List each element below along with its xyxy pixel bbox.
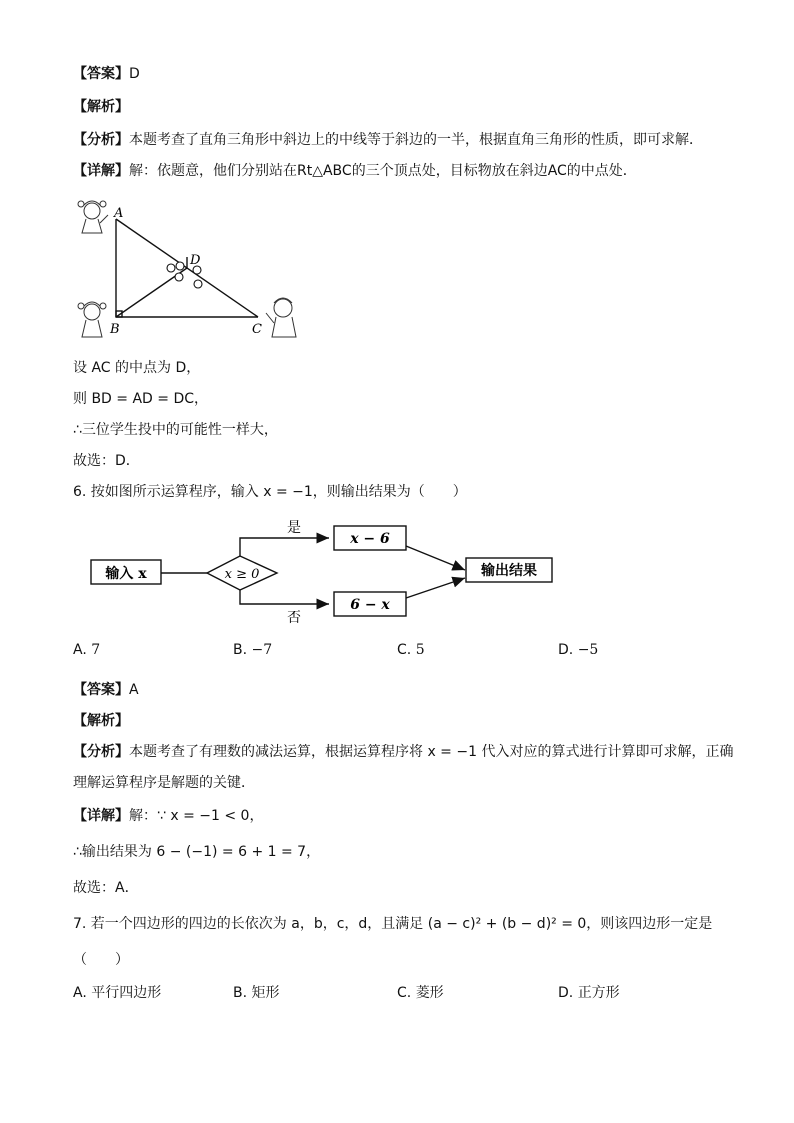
detail-text: 解：依题意，他们分别站在Rt△ABC的三个顶点处，目标物放在斜边AC的中点处． [129, 163, 637, 179]
detail-text: 解：∵ x = −1 < 0， [129, 808, 264, 824]
flow-condition-label: x ≥ 0 [224, 567, 260, 582]
step-line-1: 设 AC 的中点为 D， [73, 360, 201, 376]
student-c-icon [266, 298, 296, 337]
option-letter: A. [73, 985, 87, 1001]
answer-value: A [129, 682, 139, 698]
flow-yes-box-label: x − 6 [350, 531, 390, 547]
flow-yes-label: 是 [287, 520, 301, 536]
q6-step-1: ∴输出结果为 6 − (−1) = 6 + 1 = 7， [73, 844, 321, 860]
q7-option-d[interactable] [558, 983, 620, 1003]
detail-tag: 【详解】 [73, 163, 129, 179]
step-line-2: 则 BD = AD = DC， [73, 391, 209, 407]
student-a-icon [78, 201, 108, 233]
flowchart [85, 512, 565, 632]
vertex-label-d: D [190, 253, 201, 268]
detail-line [73, 161, 637, 181]
option-text: 5 [415, 642, 425, 658]
step-line-3: ∴三位学生投中的可能性一样大， [73, 422, 278, 438]
q6-analysis-tag: 【解析】 [73, 713, 129, 729]
option-text: 菱形 [415, 985, 444, 1001]
option-letter: A. [73, 642, 87, 658]
vertex-label-a: A [114, 206, 124, 221]
option-letter: D. [558, 985, 574, 1001]
option-letter: B. [233, 985, 248, 1001]
step-line-4: 故选：D． [73, 453, 140, 469]
q7-stem-2: （ ） [73, 952, 129, 968]
fenxi-text: 本题考查了直角三角形中斜边上的中线等于斜边的一半，根据直角三角形的性质，即可求解． [129, 132, 703, 148]
fenxi-tag: 【分析】 [73, 132, 129, 148]
option-text: 矩形 [251, 985, 280, 1001]
q6-detail-line [73, 806, 263, 826]
vertex-label-b: B [110, 322, 120, 337]
flow-no-box-label: 6 − x [350, 597, 390, 613]
answer-line [73, 64, 140, 84]
q6-answer-line [73, 680, 139, 700]
flow-output-label: 输出结果 [481, 563, 537, 579]
answer-tag: 【答案】 [73, 682, 129, 698]
option-letter: C. [397, 642, 412, 658]
option-text: −5 [577, 642, 599, 658]
q7-option-c[interactable] [397, 983, 444, 1003]
option-text: 平行四边形 [91, 985, 162, 1001]
analysis-tag: 【解析】 [73, 99, 129, 115]
q7-option-b[interactable] [233, 983, 280, 1003]
answer-tag: 【答案】 [73, 66, 129, 82]
flow-no-label: 否 [287, 610, 301, 626]
triangle-figure [70, 195, 310, 345]
option-text: 7 [91, 642, 101, 658]
fenxi-tag: 【分析】 [73, 744, 129, 760]
option-text: 正方形 [577, 985, 620, 1001]
q6-option-d[interactable] [558, 640, 598, 660]
q6-option-a[interactable] [73, 640, 100, 660]
option-letter: B. [233, 642, 248, 658]
q6-option-c[interactable] [397, 640, 425, 660]
q7-stem: 7. 若一个四边形的四边的长依次为 a，b，c，d，且满足 (a − c)² + (b − d)² = 0，则该四边形一定是 [73, 916, 713, 932]
q6-step-2: 故选：A． [73, 880, 139, 896]
q7-option-a[interactable] [73, 983, 161, 1003]
vertex-label-c: C [252, 322, 262, 337]
triangle-abc [116, 219, 258, 317]
student-b-icon [78, 302, 106, 337]
option-letter: C. [397, 985, 412, 1001]
fenxi-text: 本题考查了有理数的减法运算，根据运算程序将 x = −1 代入对应的算式进行计算即可求解，正确 [129, 744, 734, 760]
fenxi-line [73, 130, 703, 150]
q6-stem: 6. 按如图所示运算程序，输入 x = −1，则输出结果为（ ） [73, 484, 467, 500]
answer-value: D [129, 66, 140, 82]
option-text: −7 [251, 642, 273, 658]
q6-fenxi-line-2: 理解运算程序是解题的关键． [73, 775, 255, 791]
flow-input-label: 输入 x [105, 566, 147, 582]
q6-option-b[interactable] [233, 640, 272, 660]
detail-tag: 【详解】 [73, 808, 129, 824]
q6-fenxi-line [73, 742, 733, 762]
option-letter: D. [558, 642, 574, 658]
